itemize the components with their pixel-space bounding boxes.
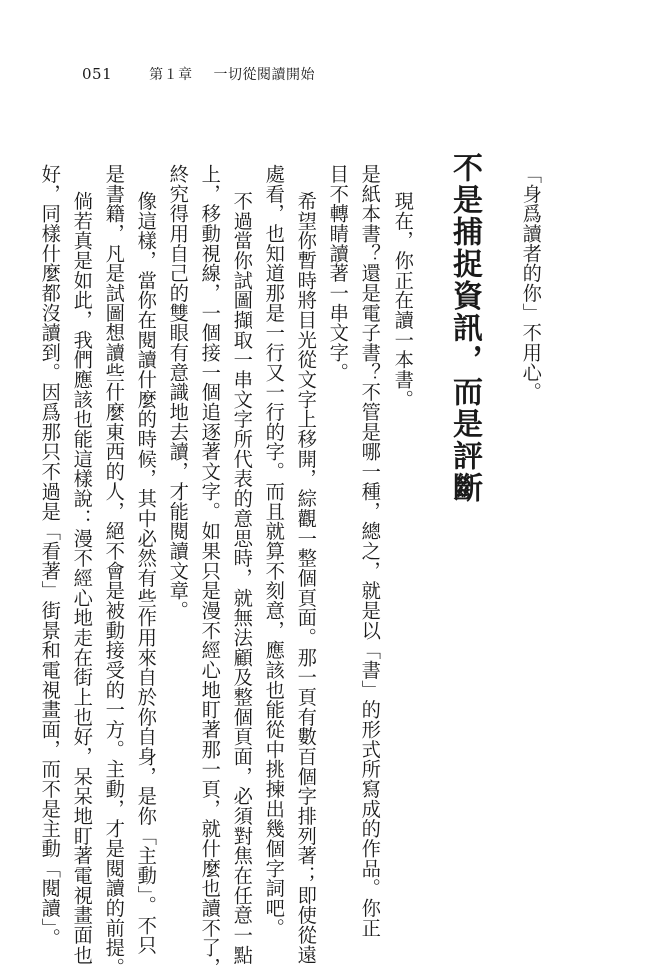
text-column: 是紙本書？還是電子書？不管是哪一種，總之，就是以「書」的形式所寫成的作品。你正 (358, 164, 382, 938)
text-column: 不過當你試圖擷取一串文字所代表的意思時，就無法顧及整個頁面，必須對焦在任意一點 (230, 191, 254, 965)
running-header (82, 64, 315, 84)
section-heading: 不是捕捉資訊，而是評斷 (447, 152, 482, 504)
text-column: 處看，也知道那是一行又一行的字。而且就算不刻意，應該也能從中挑揀出幾個字詞吧。 (262, 164, 286, 938)
chapter-title: 一切從閱讀開始 (213, 67, 316, 83)
text-column: 是書籍，凡是試圖想讀些什麼東西的人，絕不會是被動接受的一方。主動，才是閱讀的前提。 (102, 164, 126, 977)
text-column: 終究得用自己的雙眼有意識地去讀，才能閱讀文章。 (166, 164, 190, 621)
text-column: 倘若真是如此，我們應該也能這樣說：漫不經心地走在街上也好，呆呆地盯著電視畫面也 (70, 191, 94, 965)
text-column: 目不轉睛讀著一串文字。 (326, 164, 350, 383)
page-number: 051 (82, 65, 113, 83)
text-column: 好，同樣什麼都沒讀到。因爲那只不過是「看著」街景和電視畫面，而不是主動「閱讀」。 (38, 164, 62, 948)
text-column: 「身爲讀者的你」不用心。 (519, 164, 543, 403)
text-column: 現在，你正在讀一本書。 (391, 191, 415, 410)
chapter-label: 第１章 (149, 67, 193, 83)
text-column: 希望你暫時將目光從文字上移開，綜觀一整個頁面。那一頁有數百個字排列著；即使從遠 (294, 191, 318, 965)
text-column: 像這樣，當你在閱讀什麼的時候，其中必然有些作用來自於你自身，是你「主動」。不只 (134, 191, 158, 956)
text-column: 上，移動視線，一個接一個追逐著文字。如果只是漫不經心地盯著那一頁，就什麼也讀不了， (198, 164, 222, 977)
